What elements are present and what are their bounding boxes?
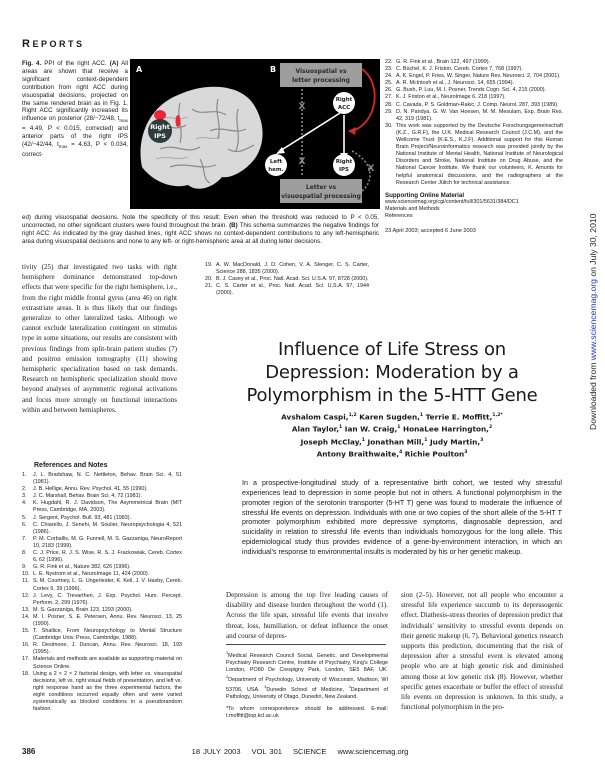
affiliation-text: Medical Research Council Social, Genetic, and Developmental Psychiatry Research Centre, Institute of Psychiatry, King's College London, PO80 De Crespigny Park, London, SE5 8AF, UK.: [226, 652, 388, 674]
reference-text: M. I. Posner, S. E. Petersen, Annu. Rev. Neurosci. 13, 25 (1990).: [33, 613, 182, 627]
panel-a-label: A: [136, 65, 143, 74]
author-name: Karen Sugden,: [356, 412, 420, 422]
affiliation-text: Dunedin School of Medicine,: [266, 687, 349, 694]
article-title: Influence of Life Stress on Depression: Moderation by a Polymorphism in the 5-HTT Gene: [246, 339, 538, 406]
author-affiliations: [226, 650, 388, 720]
reference-text: J. C. Marshall, Behav. Brain Sci. 4, 72 (1981).: [33, 493, 142, 500]
caption-panel-a: (A): [109, 60, 119, 67]
article-abstract: In a prospective-longitudinal study of a representative birth cohort, we tested why stressful experiences lead to depression in some people but not in others. A functional polymorphism in the promoter region of the serotonin transporter (5-HT T) gene was found to moderate the influence of stressful life events on depression. Individuals with one or two copies of the short allele of the 5-HT T promoter polymorphism exhibited more depressive symptoms, diagnosable depression, and suicidality in relation to stressful life events than individuals homozygous for the long allele. This epidemiological study thus provides evidence of a gene-by-environment interaction, in which an individual's response to environmental insults is moderated by his or her genetic makeup.: [242, 479, 562, 556]
supporting-material-item: References: [385, 212, 413, 219]
reference-number: 8.: [22, 550, 27, 557]
caption-panel-b: (B): [229, 221, 238, 229]
caption-text: PPI of the right ACC.: [41, 60, 110, 67]
correspondence-note: *To whom correspondence should be addressed. E-mail: t.moffitt@iop.kcl.ac.uk: [226, 705, 388, 719]
reference-text: J. L. Bradshaw, N. C. Nettleton, Behav. Brain Sci. 4, 51 (1981).: [33, 472, 182, 486]
reference-item: [385, 87, 563, 94]
reference-item: [385, 94, 563, 101]
author-affiliation-sup: 1: [397, 425, 401, 431]
panel-b-label: B: [270, 65, 277, 74]
reference-number: 27.: [385, 94, 393, 101]
reference-text: P. M. Corballis, M. G. Funnell, M. S. Gazzaniga, NeuroReport 10, 2183 (1999).: [33, 535, 182, 549]
schema-x-mark: X: [298, 157, 306, 167]
reference-item: [385, 80, 563, 87]
footer-info: [150, 747, 450, 756]
reference-number: 11.: [22, 578, 30, 585]
reference-item: [385, 73, 563, 80]
reference-number: 13.: [22, 606, 30, 613]
reference-item: [22, 564, 182, 571]
article-body-col2: sion (2–5). However, not all people who encounter a stressful life experience succumb to its depressogenic effect. Diathesis-stress theories of depression predict that individuals' sensitivity to stressful events depends on their genetic makeup (6, 7). Behavioral genetics research supports this prediction, documenting that the risk of depression after a stressful event is elevated among people who are at high genetic risk and diminished among those at low genetic risk (8). However, whether specific genes exacerbate or buffer the effect of stressful life events on depression is unknown. In this study, a functional polymorphism in the pro-: [401, 591, 563, 712]
references-middle: [165, 262, 369, 297]
author-affiliation-sup: 4: [399, 450, 403, 456]
reference-text: C. S. Carter et al., Proc. Natl. Acad. Sci. U.S.A. 97, 1944 (2000).: [216, 283, 369, 297]
reference-item: [22, 671, 182, 714]
figure-4: [130, 59, 380, 209]
reference-number: 1.: [22, 472, 27, 478]
reference-text: S. M. Courtney, L. G. Ungerleider, K. Keil, J. V. Haxby, Cereb. Cortex 6, 39 (1996).: [33, 578, 182, 592]
reference-number: 6.: [22, 521, 27, 528]
reference-text: A. K. Engel, P. Fries, W. Singer, Nature Rev. Neurosci. 2, 704 (2001).: [396, 73, 561, 80]
reference-text: M. S. Gazzaniga, Brain 123, 1293 (2000).: [33, 606, 133, 613]
download-notice: [588, 214, 598, 430]
reference-text: C. Cavada, P. S. Goldman-Rakic, J. Comp. Neurol. 287, 393 (1989).: [396, 101, 559, 108]
caption-sub: max: [119, 118, 128, 124]
figure-caption-continued: [22, 214, 379, 246]
reference-number: 16.: [22, 642, 30, 649]
reference-text: A. R. McIntosh et al., J. Neurosci. 14, 655 (1994).: [396, 80, 515, 87]
reference-item: [22, 486, 182, 493]
caption-sub: max: [58, 144, 68, 150]
reference-item: [22, 571, 182, 578]
reference-number: 4.: [22, 500, 27, 507]
reference-text: B. J. Casey et al., Proc. Natl. Acad. Sci. U.S.A. 97, 8728 (2000).: [216, 276, 369, 283]
reference-item: [22, 515, 182, 522]
reference-number: 18.: [22, 670, 30, 677]
reference-item: [22, 536, 182, 550]
reference-number: 3.: [22, 493, 27, 500]
section-label-rest: EPORTS: [32, 39, 85, 49]
reference-number: 12.: [22, 592, 30, 599]
author-affiliation-sup: 1,2: [348, 413, 357, 418]
reference-text: Materials and methods are available as supporting material on Science Online.: [33, 656, 182, 670]
references-right-column: [385, 59, 563, 235]
node-ips-line1: Right: [335, 159, 353, 165]
reference-item: [385, 102, 563, 109]
section-label: [22, 38, 84, 50]
reference-item: [22, 656, 182, 670]
affiliation-text: Department of Pathology, University of Otago, Dunedin, New Zealand.: [226, 687, 388, 701]
received-date: 23 April 2003; accepted 6 June 2003: [385, 228, 476, 235]
reference-text: K. Hugdahl, R. J. Davidson, The Asymmetrical Brain (MIT Press, Cambridge, MA, 2003).: [33, 500, 182, 514]
supporting-material-url[interactable]: www.sciencemag.org/cgi/content/full/301/5631/384/DC1: [385, 198, 519, 205]
article-authors: [232, 410, 552, 460]
node-ips-line2: IPS: [338, 167, 350, 173]
reference-number: 7.: [22, 535, 27, 542]
reference-number: 15.: [22, 628, 30, 635]
brain-label-line2: IPS: [154, 132, 166, 140]
footer-website[interactable]: www.sciencemag.org: [337, 747, 409, 756]
author-name: Avshalom Caspi,: [281, 412, 349, 422]
affiliation-divider: [226, 644, 386, 645]
download-suffix: on July 30, 2010: [588, 213, 598, 280]
author-affiliation-sup: 1: [338, 425, 343, 431]
reference-number: 2.: [22, 486, 27, 493]
reference-item: [385, 109, 563, 123]
author-affiliation-sup: 3: [480, 437, 484, 443]
reference-text: R. Desimone, J. Duncan, Annu. Rev. Neurosci. 18, 193 (1995).: [33, 642, 182, 656]
page-number: 386: [22, 747, 36, 756]
reference-number: 14.: [22, 613, 30, 620]
reference-text: C. Büchel, K. J. Friston, Cereb. Cortex 7, 768 (1997).: [396, 66, 523, 73]
footer-volume: VOL 301: [251, 747, 282, 756]
node-left-line1: Left: [269, 159, 283, 165]
reference-text: J. B. Hellige, Annu. Rev. Psychol. 41, 55 (1990).: [33, 486, 148, 493]
affiliation-sup: 1: [226, 651, 229, 655]
schema-bottom-box-line1: Letter vs: [305, 184, 337, 191]
schema-x-mark: X: [298, 102, 306, 112]
references-left-column: [22, 472, 182, 713]
reference-number: 22.: [385, 59, 393, 65]
reference-item: [22, 493, 182, 500]
reference-number: 26.: [385, 87, 393, 94]
reference-number: 20.: [205, 276, 213, 283]
reference-item: [22, 578, 182, 592]
reference-text: C. J. Price, R. J. S. Wise, R. S. J. Frackowiak, Cereb. Cortex 6, 62 (1996).: [33, 550, 182, 564]
caption-text: ed) during visuospatial decisions. Note the specificity of this result: Even when the threshold was reduced to P < 0.05, uncorrected, no other significant clusters were found throughout the brain.: [22, 214, 379, 229]
author-name: Antony Braithwaite,: [316, 449, 400, 459]
reference-number: 30.: [385, 122, 393, 129]
reference-text: J. Levy, C. Trevarthen, J. Exp. Psychol. Hum. Percept. Perform. 2, 299 (1976).: [33, 592, 182, 606]
author-name: Ian W. Craig,: [342, 424, 398, 434]
reference-text: G. R. Fink et al., Brain 122, 497 (1999).: [396, 59, 491, 65]
reference-text: L. E. Nystrom et al., NeuroImage 11, 424 (2000).: [33, 571, 150, 578]
reference-text: G. Bush, P. Luu, M. I. Posner, Trends Cogn. Sci. 4, 215 (2000).: [396, 87, 547, 94]
download-prefix: Downloaded from: [588, 360, 598, 430]
reference-number: 5.: [22, 514, 27, 521]
author-name: Richie Poulton: [402, 449, 465, 459]
reference-item: [385, 123, 563, 187]
reference-item: [22, 614, 182, 628]
schema-bottom-box-line2: visuospatial processing: [281, 193, 361, 200]
author-affiliation-sup: 1: [424, 437, 428, 443]
caption-text: = 4.63, P < 0.034, correct-: [22, 141, 128, 159]
reference-number: 28.: [385, 101, 393, 108]
author-affiliation-sup: 1: [361, 437, 365, 443]
author-affiliation-sup: 1: [419, 413, 424, 418]
caption-text: This schema summarizes the negative findings for right ACC: As indicated by the gray dashed lines, right ACC shows no context-dependent contributions to any left-hemispheric area during visuospatial decisions and none to any left- or right-hemispheric area at all during letter decisions.: [22, 221, 379, 245]
author-affiliation-sup: 3: [464, 450, 468, 456]
reference-item: [22, 472, 182, 486]
caption-text: All areas are shown that receive a significant context-dependent contribution from right ACC during visuospatial decisions, projected on the same rendered brain as in Fig. 1. Right ACC significantly increased its influence on posterior (28/−72/48, t: [22, 60, 128, 123]
affiliation-sup: 2: [226, 675, 229, 680]
reference-text: G. R. Fink et al., Nature 382, 626 (1996).: [33, 564, 131, 571]
reference-text: A. W. MacDonald, J. D. Cohen, V. A. Stenger, C. S. Carter, Science 288, 1835 (2000).: [216, 262, 369, 276]
reference-text: D. N. Pandya, G. W. Van Hoesen, M. M. Mesulam, Exp. Brain Res. 42, 319 (1981).: [396, 108, 563, 122]
affiliation-text: Department of Psychology, University of Wisconsin, Madison, WI 53706, USA.: [226, 677, 388, 694]
references-heading: References and Notes: [34, 462, 108, 469]
reference-text: J. Sergent, Psychol. Bull. 93, 481 (1983).: [33, 514, 131, 521]
activation-anterior-ips: [176, 115, 181, 127]
footer-date: 18 JULY 2003: [191, 747, 241, 756]
reference-item: [205, 283, 369, 297]
author-name: Terrie E. Moffitt,: [423, 412, 493, 422]
author-name: Joseph McClay,: [300, 437, 362, 447]
reference-item: [22, 500, 182, 514]
reference-number: 29.: [385, 108, 393, 115]
reference-number: 23.: [385, 66, 393, 73]
reference-number: 10.: [22, 571, 30, 578]
reference-item: [22, 593, 182, 607]
caption-text: = 4.49, P < 0.015, corrected) and anterior parts of the right IPS (42/−42/44, t: [22, 125, 128, 149]
article-body-col1: Depression is among the top five leading causes of disability and disease burden throughout the world (1). Across the life span, stressful life events that involve threat, loss, humiliation, or defeat influence the onset and course of depres-: [226, 591, 388, 640]
reference-item: [22, 628, 182, 642]
reference-number: 21.: [205, 283, 213, 290]
reference-text: K. J. Friston et al., NeuroImage 6, 218 (1997).: [396, 94, 506, 101]
reference-text: T. Shallice, From Neuropsychology to Mental Structure (Cambridge Univ. Press, Cambridge, 1988).: [33, 628, 182, 642]
reference-item: [22, 522, 182, 536]
brain-label-line1: Right: [150, 123, 170, 131]
body-text-left: tivity (25) that investigated two tasks with right hemisphere dominance demonstrated top-down effects that were specific for the right hemisphere, i.e., from the right middle frontal gyrus (area 46) on right extrastriate areas. It is thus likely that our findings generalize to other lateralized tasks. Although we cannot exclude lateralization contingent on stimulus type in some situations, our results are consistent with previous findings from split-brain patient studies (7) and positron emission tomography (11) showing hemispheric specialization based on task demands. Research on hemispheric specialization should move beyond analyses of asymmetric regional activations and focus more strongly on functional interactions within and between hemispheres.: [22, 263, 177, 414]
reference-number: 24.: [385, 73, 393, 80]
schema-x-mark: X: [367, 164, 375, 174]
activation-posterior-ips: [154, 110, 166, 120]
reference-number: 9.: [22, 564, 27, 571]
reference-item: [22, 607, 182, 614]
author-name: Judy Martin,: [427, 437, 481, 447]
reference-item: [385, 59, 563, 66]
supporting-material-item: Materials and Methods: [385, 205, 440, 212]
reference-text: This work was supported by the Deutsche Forschungsgemeinschaft (K.Z., G.R.F), the U.K. Medical Research Council (J.C.M), and the Wellcome Trust (K.E.S., K.J.F). Additional support for this Human Brain Project/Neuroinformatics research was provided jointly by the National Institute of Mental Health, National Institute of Neurological Disorders and Stroke, National Institute on Drug Abuse, and the National Cancer Institute. We thank our volunteers, K. Amunts for helpful anatomical discussions, and the radiographers at the Research Center Jülich for technical assistance.: [396, 122, 563, 186]
reference-item: [22, 642, 182, 656]
reference-text: Using a 2 × 2 × 2 factorial design, with letter vs. visuospatial decisions, left vs. right visual fields of presentation, and left vs. right response hand as the three experimental factors, the eight conditions occurred equally often and were varied systematically as blocked conditions in a pseudorandom fashion.: [33, 670, 182, 713]
author-affiliation-sup: 1,2*: [492, 413, 503, 418]
figure-svg: [130, 59, 380, 209]
reference-number: 19.: [205, 262, 213, 268]
figure-caption: [22, 60, 128, 159]
reference-item: [22, 550, 182, 564]
reference-item: [205, 262, 369, 276]
author-name: Jonathan Mill,: [364, 437, 425, 447]
caption-label: Fig. 4.: [22, 60, 42, 67]
author-name: Alan Taylor,: [291, 424, 339, 434]
schema-top-box-line2: letter processing: [292, 77, 350, 84]
reference-number: 25.: [385, 80, 393, 87]
reference-item: [205, 276, 369, 283]
node-left-line2: hem.: [268, 167, 284, 173]
affiliation-sup: 3: [264, 685, 267, 690]
section-label-initial: R: [22, 38, 33, 50]
node-acc-line2: ACC: [337, 105, 351, 111]
download-link[interactable]: www.sciencemag.org: [588, 279, 598, 361]
schema-top-box-line1: Visuospatial vs: [295, 68, 347, 75]
supporting-material-title: Supporting Online Material: [385, 191, 465, 199]
affiliation-sup: 4: [348, 685, 351, 690]
reference-item: [385, 66, 563, 73]
author-affiliation-sup: 2: [488, 425, 493, 431]
author-name: HonaLee Harrington,: [400, 424, 489, 434]
reference-number: 17.: [22, 656, 30, 663]
node-acc-line1: Right: [335, 97, 353, 103]
footer-journal: SCIENCE: [293, 747, 327, 756]
reference-text: C. Chiarello, J. Senehi, M. Soulier, Neuropsychologia 4, 521 (1986).: [33, 521, 182, 535]
